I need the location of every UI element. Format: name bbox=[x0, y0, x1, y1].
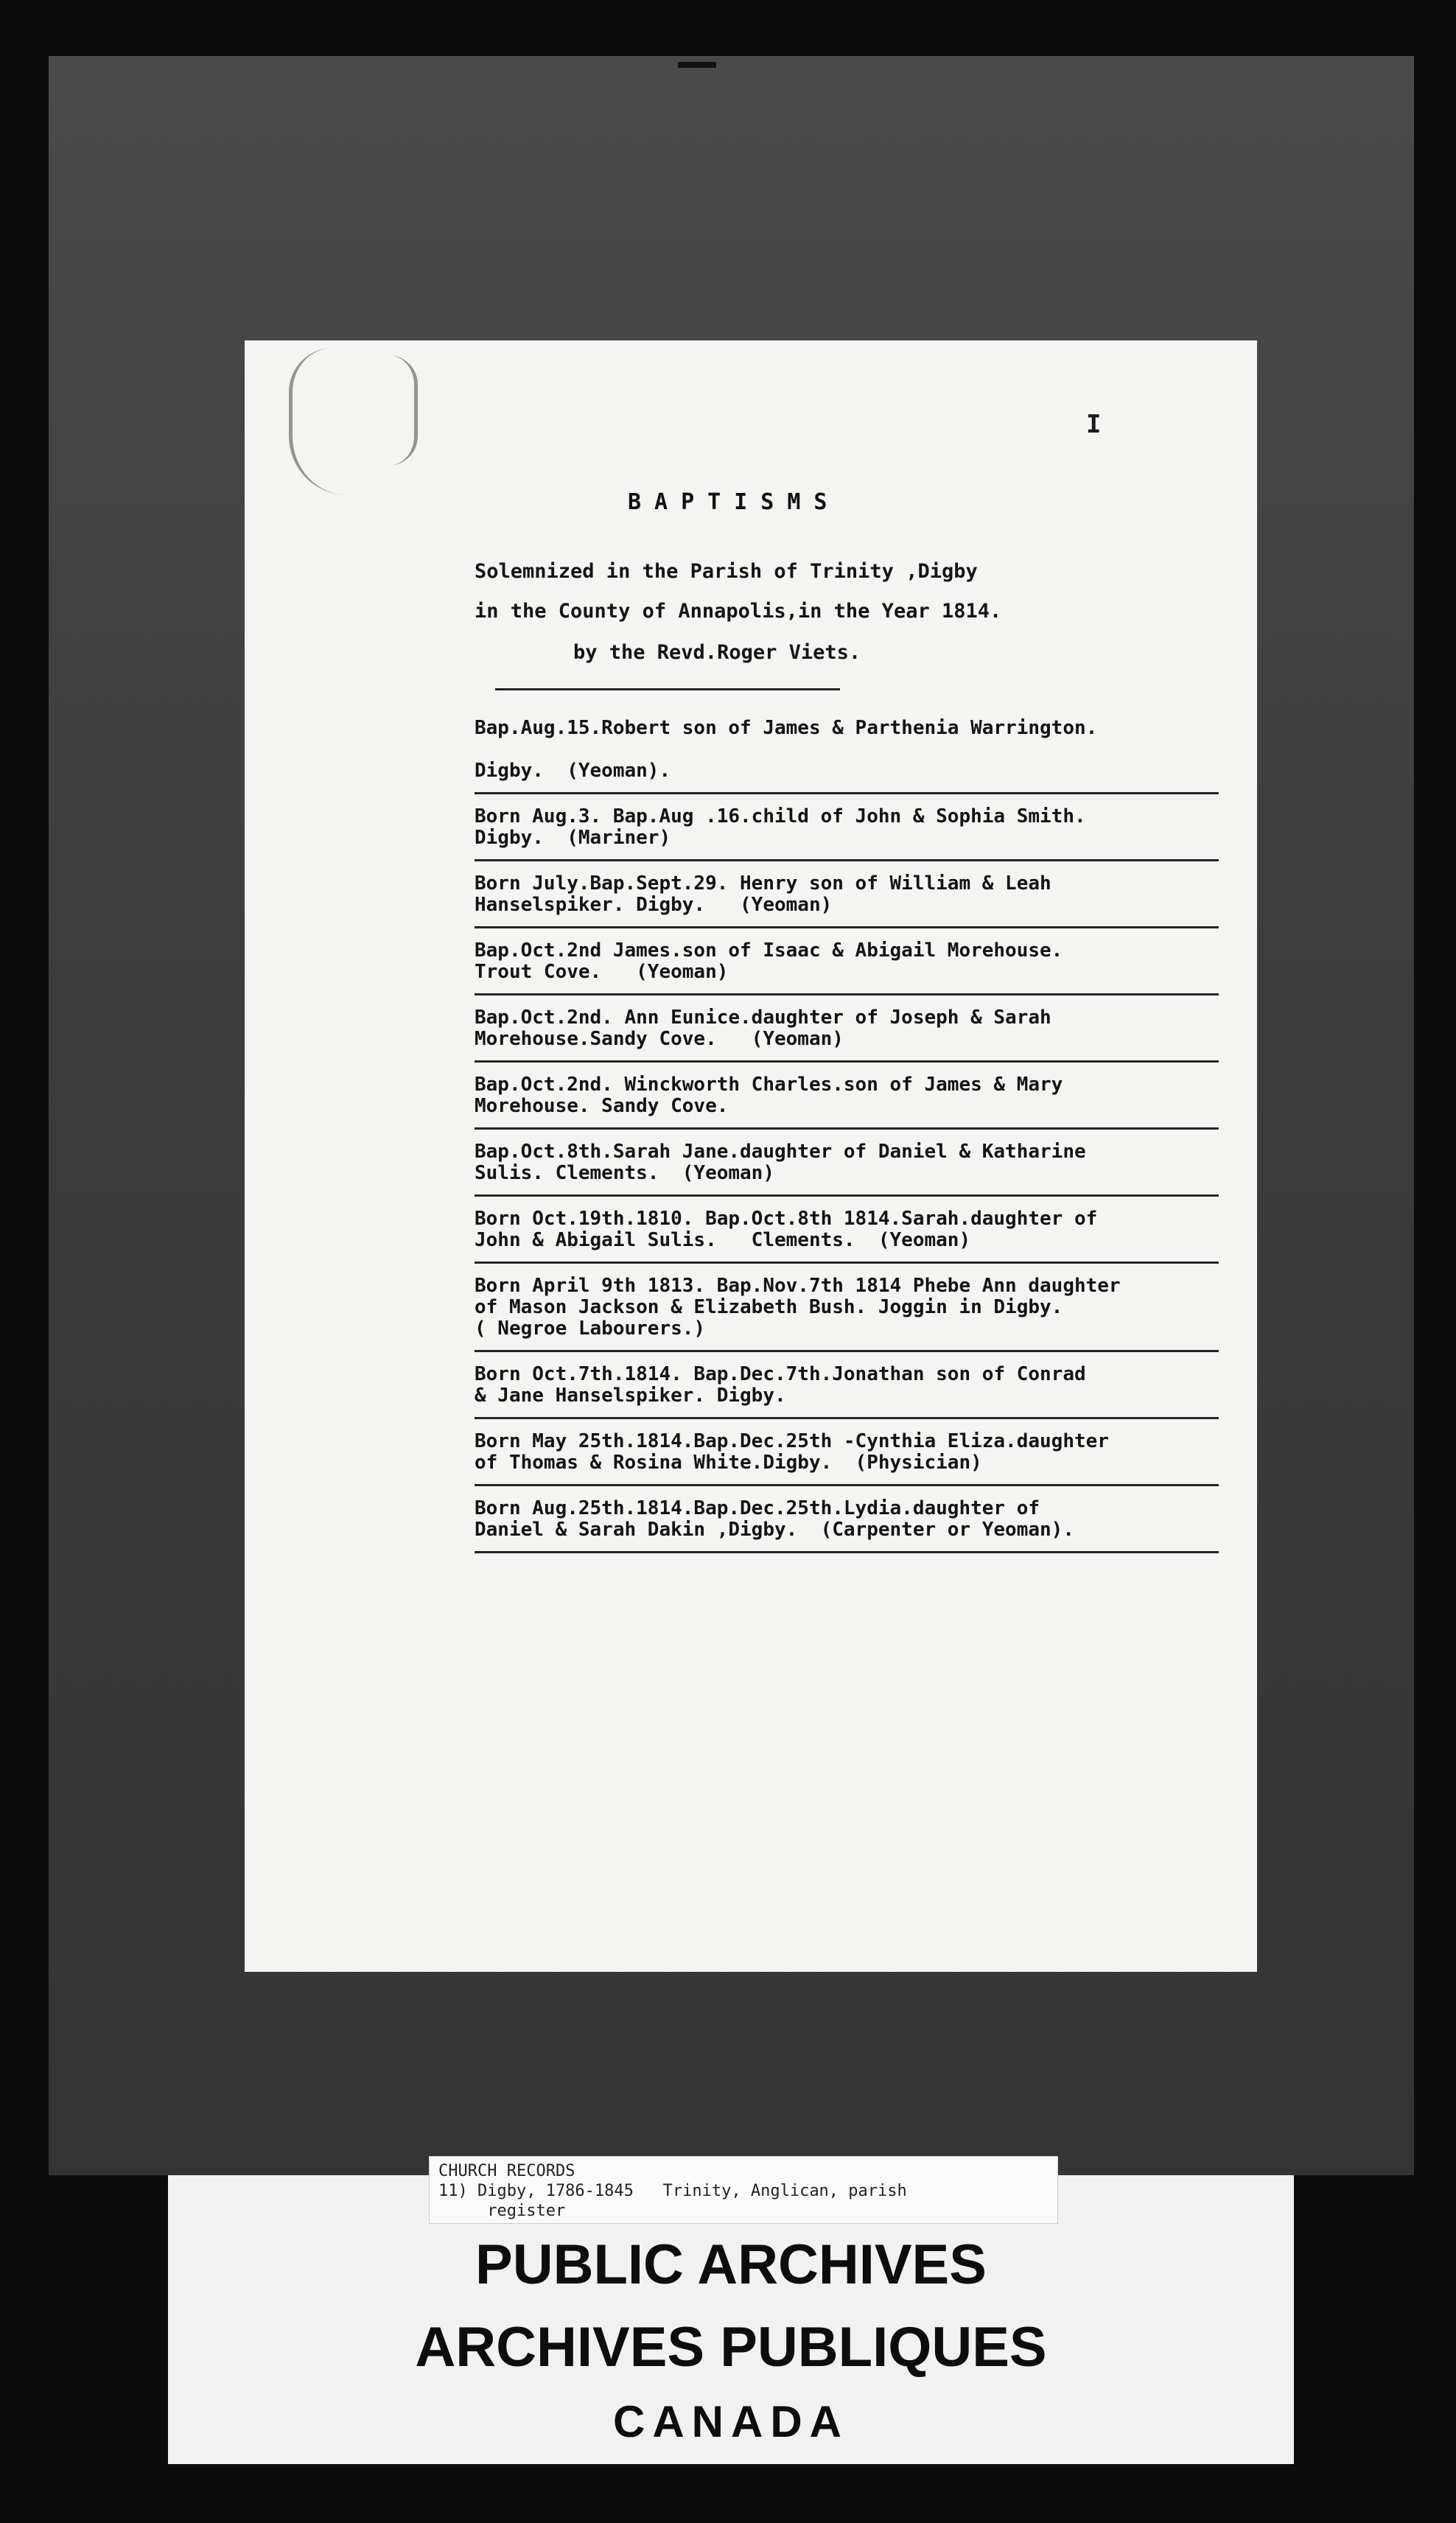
entry-text: Born Oct.7th.1814. Bap.Dec.7th.Jonathan son of Conrad & Jane Hanselspiker. Digby. bbox=[475, 1363, 1086, 1407]
archive-label-line-1: PUBLIC ARCHIVES bbox=[475, 2233, 987, 2296]
entry-text: Bap.Oct.2nd. Ann Eunice.daughter of Joseph & Sarah Morehouse.Sandy Cove. (Yeoman) bbox=[475, 1007, 1051, 1050]
baptism-entry bbox=[475, 1007, 1219, 1063]
baptism-entry bbox=[475, 718, 1219, 794]
entry-rule bbox=[475, 1417, 1219, 1419]
entry-rule bbox=[475, 1060, 1219, 1063]
entry-rule bbox=[475, 1484, 1219, 1486]
subtitle-line-2: in the County of Annapolis,in the Year 1814. bbox=[475, 600, 1002, 623]
entry-rule bbox=[475, 993, 1219, 995]
entry-text: Born April 9th 1813. Bap.Nov.7th 1814 Phebe Ann daughter of Mason Jackson & Elizabeth Bush. Joggin in Digby. ( Negroe Labourers.) bbox=[475, 1275, 1121, 1340]
heading-rule bbox=[495, 688, 840, 690]
entry-text: Bap.Aug.15.Robert son of James & Parthenia Warrington. Digby. (Yeoman). bbox=[475, 717, 1098, 782]
entry-text: Born Aug.25th.1814.Bap.Dec.25th.Lydia.daughter of Daniel & Sarah Dakin ,Digby. (Carpenter or Yeoman). bbox=[475, 1497, 1074, 1541]
baptism-entry bbox=[475, 1141, 1219, 1197]
entry-rule bbox=[475, 1262, 1219, 1264]
baptism-entry bbox=[475, 1074, 1219, 1130]
baptism-entry bbox=[475, 1364, 1219, 1419]
baptism-entry bbox=[475, 940, 1219, 995]
baptism-entry bbox=[475, 873, 1219, 928]
entry-rule bbox=[475, 859, 1219, 861]
subtitle-line-1: Solemnized in the Parish of Trinity ,Digby bbox=[475, 560, 978, 583]
baptism-entries bbox=[475, 718, 1219, 1565]
entry-rule bbox=[475, 1551, 1219, 1553]
page-stain-2 bbox=[385, 355, 418, 466]
catalogue-stamp: CHURCH RECORDS 11) Digby, 1786-1845 Trinity, Anglican, parish register bbox=[429, 2156, 1058, 2224]
baptism-entry bbox=[475, 1431, 1219, 1486]
page-heading: BAPTISMS bbox=[628, 489, 841, 515]
archive-label-line-2: ARCHIVES PUBLIQUES bbox=[415, 2316, 1047, 2379]
entry-text: Born Oct.19th.1810. Bap.Oct.8th 1814.Sarah.daughter of John & Abigail Sulis. Clements. (Yeoman) bbox=[475, 1208, 1098, 1251]
register-page bbox=[245, 340, 1257, 1972]
baptism-entry bbox=[475, 1498, 1219, 1553]
entry-text: Bap.Oct.2nd James.son of Isaac & Abigail Morehouse. Trout Cove. (Yeoman) bbox=[475, 939, 1063, 983]
entry-rule bbox=[475, 1194, 1219, 1197]
entry-rule bbox=[475, 792, 1219, 794]
baptism-entry bbox=[475, 1276, 1219, 1352]
subtitle-line-3: by the Revd.Roger Viets. bbox=[573, 641, 861, 664]
entry-text: Born May 25th.1814.Bap.Dec.25th -Cynthia Eliza.daughter of Thomas & Rosina White.Digby. (Physician) bbox=[475, 1430, 1109, 1474]
archive-label-line-3: CANADA bbox=[613, 2397, 849, 2446]
entry-rule bbox=[475, 1127, 1219, 1130]
entry-text: Born July.Bap.Sept.29. Henry son of William & Leah Hanselspiker. Digby. (Yeoman) bbox=[475, 872, 1051, 916]
page-number: I bbox=[1086, 410, 1102, 439]
baptism-entry bbox=[475, 1208, 1219, 1264]
top-mark bbox=[678, 62, 716, 68]
entry-text: Bap.Oct.2nd. Winckworth Charles.son of James & Mary Morehouse. Sandy Cove. bbox=[475, 1074, 1063, 1117]
entry-rule bbox=[475, 926, 1219, 928]
entry-text: Born Aug.3. Bap.Aug .16.child of John & Sophia Smith. Digby. (Mariner) bbox=[475, 805, 1086, 849]
entry-text: Bap.Oct.8th.Sarah Jane.daughter of Daniel & Katharine Sulis. Clements. (Yeoman) bbox=[475, 1141, 1086, 1184]
baptism-entry bbox=[475, 806, 1219, 861]
entry-rule bbox=[475, 1350, 1219, 1352]
